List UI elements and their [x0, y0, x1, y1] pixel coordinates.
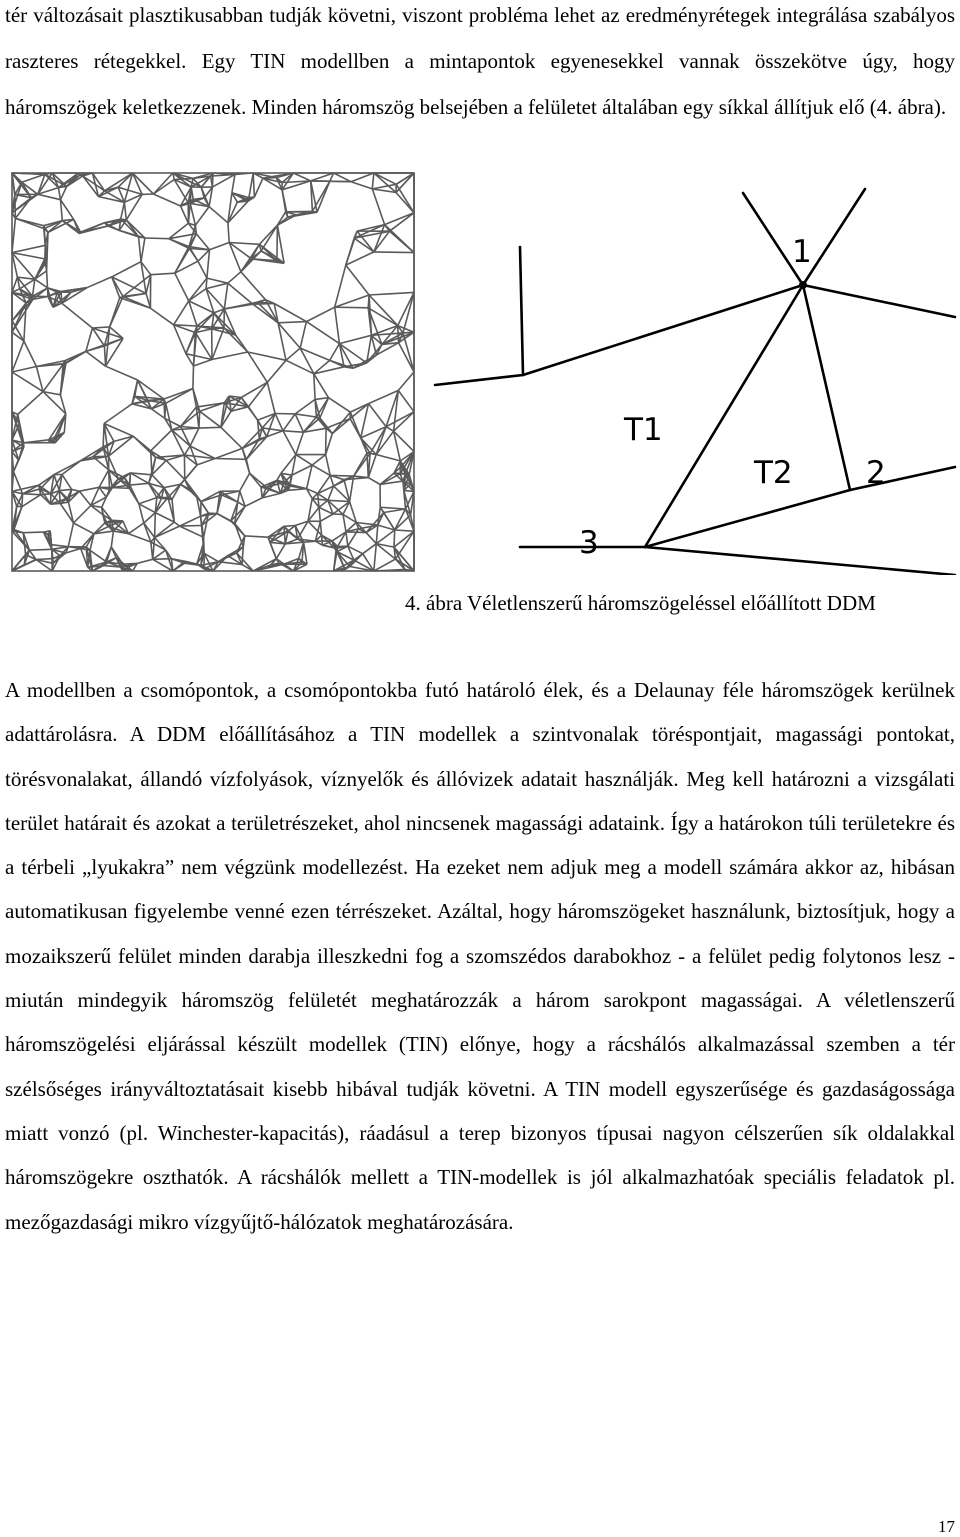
tin-edge — [139, 498, 157, 504]
tin-edge — [61, 186, 67, 199]
tin-edge — [385, 225, 414, 253]
tin-edge — [262, 428, 283, 431]
tin-edge — [288, 489, 306, 491]
tin-edge — [12, 341, 24, 372]
tin-edge — [277, 473, 281, 480]
tin-edge — [346, 532, 348, 546]
tin-edge — [181, 206, 189, 223]
tin-edge — [99, 470, 109, 487]
tin-edge — [18, 392, 43, 415]
tin-edge — [72, 489, 80, 491]
tin-edge — [151, 409, 164, 419]
tin-edge — [43, 364, 63, 392]
boundary-line — [435, 247, 523, 385]
tin-edge — [238, 491, 240, 502]
tin-edge — [300, 348, 330, 360]
tin-edge — [22, 495, 41, 507]
tin-edge — [372, 189, 384, 225]
tin-edge — [240, 473, 250, 491]
tin-edge — [372, 173, 374, 189]
triangle-label-t1: T1 — [624, 412, 663, 448]
intro-paragraph: tér változásait plasztikusabban tudják követni, viszont probléma lehet az eredményrétegek integrálása szabályos raszteres rétegekkel. Egy TIN modellben a mintapontok egyenesekkel vannak összekötve úgy, hogy háromszögek keletkezzenek. Minden háromszög belsejében a felületet általában egy síkkal állítjuk elő (4. ábra). — [5, 3, 955, 119]
tin-edge — [376, 455, 400, 461]
tin-edge — [181, 480, 185, 485]
edge-1-left — [523, 285, 803, 375]
tin-edge — [261, 487, 262, 498]
point-label-3: 3 — [579, 525, 599, 561]
tin-edge — [328, 500, 350, 501]
tin-edge — [270, 542, 276, 558]
tin-edge — [376, 525, 378, 544]
tin-edge — [86, 328, 93, 351]
tin-edge — [339, 335, 371, 343]
tin-edge — [212, 352, 248, 360]
tin-edge — [228, 272, 241, 283]
tin-edge — [184, 446, 190, 455]
tin-edge — [284, 526, 295, 527]
tin-edge — [295, 399, 315, 414]
tin-edge — [166, 389, 193, 404]
tin-edge — [193, 366, 194, 389]
tin-edge — [29, 549, 51, 550]
tin-edge — [351, 173, 374, 182]
tin-edge — [350, 419, 361, 438]
tin-edge — [245, 536, 268, 537]
tin-edge — [74, 506, 91, 524]
tin-edge — [12, 245, 45, 252]
tin-edge — [286, 348, 300, 360]
tin-edge — [198, 261, 207, 278]
tin-edge — [62, 303, 93, 328]
tin-edge — [33, 288, 48, 296]
tin-edge — [241, 398, 257, 421]
tin-edge — [172, 430, 185, 455]
tin-edge — [396, 184, 414, 213]
tin-edge — [79, 491, 90, 505]
tin-edge — [74, 523, 94, 534]
tin-edge — [241, 382, 267, 397]
tin-edge — [151, 273, 175, 275]
tin-edge — [133, 436, 155, 457]
tin-edge — [24, 341, 37, 366]
tin-edge — [224, 328, 248, 352]
tin-edge — [144, 523, 155, 538]
tin-edge — [189, 249, 198, 262]
tin-edge — [180, 516, 201, 526]
tin-edge — [221, 427, 242, 448]
tin-edge — [369, 292, 414, 295]
tin-edge — [374, 544, 377, 571]
tin-edge — [132, 380, 138, 404]
tin-edge — [398, 372, 414, 390]
tin-edge — [151, 430, 172, 451]
tin-edge — [334, 173, 351, 182]
tin-edge — [314, 374, 329, 398]
point-label-2: 2 — [866, 455, 886, 491]
tin-edge — [366, 513, 384, 533]
tin-edge — [400, 474, 409, 475]
tin-edge — [335, 295, 369, 307]
tin-edge — [307, 465, 313, 489]
tin-edge — [172, 430, 190, 446]
tin-edge — [242, 547, 243, 565]
tin-edge — [312, 494, 318, 499]
tin-edge — [206, 283, 228, 288]
tin-edge — [200, 411, 221, 427]
tin-edge — [346, 532, 366, 533]
tin-edge — [369, 404, 387, 427]
tin-frame — [12, 173, 414, 571]
tin-edge — [245, 498, 262, 506]
tin-edge — [385, 213, 414, 225]
edge-1-2 — [803, 285, 850, 490]
tin-edge — [153, 173, 172, 194]
tin-edge — [319, 500, 328, 507]
tin-edge — [267, 382, 275, 413]
tin-edge — [275, 414, 283, 431]
figure-caption: 4. ábra Véletlenszerű háromszögeléssel előállított DDM — [405, 591, 876, 615]
tin-edge — [180, 526, 202, 527]
tin-edge — [319, 507, 320, 521]
tin-edge — [199, 427, 221, 428]
tin-edge — [12, 550, 29, 571]
tin-edge — [249, 382, 268, 406]
tin-edge — [376, 431, 393, 454]
tin-edge — [398, 390, 414, 411]
tin-edge — [312, 455, 326, 466]
tin-edge — [62, 475, 72, 490]
tin-edge — [354, 453, 367, 476]
edge-1-upright — [803, 189, 865, 285]
edge-3-right-low — [645, 547, 955, 575]
tin-edge — [372, 184, 396, 189]
tin-edge — [141, 238, 145, 262]
tin-edge — [38, 194, 61, 199]
tin-edge — [17, 277, 34, 279]
tin-edge — [155, 538, 166, 551]
tin-edge — [15, 195, 16, 219]
tin-edge — [86, 351, 106, 366]
tin-edge — [124, 202, 126, 220]
body-paragraph: A modellben a csomópontok, a csomópontokba futó határoló élek, és a Delaunay féle háromszögek kerülnek adattárolásra. A DDM előállításához a TIN modellek a szintvonalak töréspontjait, magassági pontokat, törésvonalakat, állandó vízfolyások, víznyelők és állóvizek adatait használják. Meg kell határozni a vizsgálati terület határait és azokat a területrészeket, ahol nincsenek magassági adataink. Így a határokon túli területekre és a térbeli „lyukakra” nem végzünk modellezést. Ha ezeket nem adjuk meg a modell számára akkor az, hibásan automatikusan figyelembe venné ezen térrészeket. Azáltal, hogy háromszögeket használunk, biztosítjuk, hogy a mozaikszerű felület minden darabja illeszkedni fog a szomszédos darabokhoz - a felület pedig folytonos lesz - miután mindegyik háromszög felületét meghatározzák a három sarokpont magasságai. A véletlenszerű háromszögelési eljárással készült modellek (TIN) előnye, hogy a rácshálós alkalmazással szemben a tér szélsőséges irányváltoztatásait kisebb hibával tudják követni. A TIN modell egyszerűsége és gazdaságossága miatt vonzó (pl. Winchester-kapacitás), ráadásul a terep bizonyos típusai nagyon célszerűen sík oldalakkal háromszögekre oszthatók. A rácshálók mellett a TIN-modellek is jól alkalmazhatóak speciális feladatok pl. mezőgazdasági mikro vízgyűjtő-hálózatok meghatározására. — [5, 678, 955, 1234]
tin-edge — [198, 250, 210, 261]
tin-edge — [277, 225, 278, 261]
tin-edge — [169, 239, 190, 249]
tin-edge — [207, 278, 228, 283]
tin-edge — [206, 278, 207, 289]
tin-edge — [109, 470, 110, 489]
tin-edge — [228, 223, 229, 243]
tin-edge — [155, 513, 156, 538]
tin-edge — [41, 494, 51, 495]
tin-edge — [386, 427, 394, 432]
tin-edge — [59, 489, 71, 490]
edge-2-3 — [645, 490, 850, 547]
tin-edge — [210, 243, 230, 250]
tin-edge — [68, 523, 73, 547]
tin-edge — [248, 352, 268, 382]
tin-edge — [58, 188, 60, 200]
tin-edge — [374, 252, 414, 253]
edge-1-3 — [645, 285, 803, 547]
tin-edge — [224, 302, 257, 309]
tin-edge — [173, 563, 185, 571]
tin-edge — [395, 530, 414, 531]
tin-edge — [190, 203, 195, 225]
tin-edge — [145, 238, 169, 239]
tin-edge — [123, 297, 150, 309]
tin-edge — [354, 476, 369, 478]
tin-edge — [267, 360, 286, 382]
tin-edge — [129, 523, 144, 534]
tin-edge — [311, 181, 351, 182]
tin-edge — [204, 537, 205, 553]
tin-edge — [396, 531, 415, 559]
tin-edge — [15, 218, 44, 228]
tin-edge — [92, 327, 109, 328]
tin-edge — [209, 207, 228, 223]
tin-edge — [295, 414, 303, 432]
tin-edge — [174, 522, 179, 526]
tin-edge — [175, 273, 189, 301]
tin-edge — [292, 465, 312, 475]
tin-edge — [112, 488, 129, 489]
tin-edge — [335, 307, 340, 343]
tin-edge — [130, 483, 149, 485]
tin-edge — [33, 279, 35, 296]
tin-edge — [195, 207, 209, 226]
tin-edge — [271, 564, 284, 565]
tin-edge — [335, 265, 346, 307]
tin-edge — [394, 530, 395, 547]
tin-edge — [112, 262, 141, 277]
tin-edge — [190, 428, 199, 446]
tin-edge — [228, 547, 244, 556]
tin-edge — [153, 194, 180, 206]
tin-edge — [249, 173, 253, 198]
tin-edge — [215, 459, 246, 460]
tin-edge — [79, 487, 99, 491]
tin-edge — [277, 225, 284, 263]
tin-edge — [22, 174, 45, 182]
tin-edge — [335, 307, 369, 308]
tin-edge — [343, 514, 346, 532]
tin-edge — [153, 538, 155, 560]
tin-edge — [150, 308, 173, 325]
tin-edge — [197, 459, 215, 465]
tin-edge — [315, 398, 328, 400]
tin-edge — [164, 399, 165, 418]
tin-edge — [283, 431, 303, 432]
tin-edge — [130, 485, 139, 504]
tin-edge — [12, 367, 36, 373]
tin-edge — [274, 304, 306, 322]
triangle-diagram — [425, 185, 960, 575]
tin-edge — [111, 531, 113, 547]
tin-edge — [51, 545, 68, 547]
tin-edge — [380, 507, 405, 509]
tin-edge — [332, 419, 350, 434]
tin-edge — [106, 366, 138, 380]
tin-edge — [395, 509, 406, 530]
tin-edge — [199, 411, 200, 428]
tin-edge — [254, 178, 263, 197]
tin-edge — [312, 181, 329, 211]
tin-edge — [194, 360, 213, 367]
tin-edge — [295, 414, 316, 417]
tin-edge — [363, 544, 377, 554]
tin-edge — [90, 550, 107, 562]
tin-edge — [306, 322, 339, 344]
tin-edge — [110, 297, 123, 327]
tin-edge — [326, 428, 327, 454]
tin-edge — [278, 322, 306, 323]
tin-edge — [207, 250, 210, 278]
tin-edge — [217, 514, 231, 521]
tin-edge — [283, 431, 296, 455]
tin-edge — [241, 272, 266, 300]
tin-edge — [133, 173, 154, 194]
tin-edge — [314, 374, 315, 400]
tin-edge — [144, 513, 156, 523]
tin-edge — [248, 352, 286, 360]
tin-edge — [320, 514, 333, 521]
tin-edge — [215, 448, 242, 458]
tin-edge — [212, 173, 213, 187]
tin-edge — [153, 550, 166, 559]
tin-edge — [47, 271, 48, 288]
tin-edge — [346, 265, 369, 295]
tin-edge — [23, 532, 43, 533]
tin-edge — [296, 432, 304, 454]
tin-mesh-figure — [8, 170, 418, 575]
tin-edge — [139, 237, 141, 262]
tin-edge — [54, 461, 80, 475]
tin-edge — [35, 279, 48, 288]
tin-edge — [229, 243, 259, 245]
tin-edge — [174, 301, 189, 325]
point-label-1: 1 — [792, 234, 812, 270]
tin-edge — [212, 328, 224, 360]
tin-edge — [104, 404, 132, 424]
tin-edge — [316, 417, 332, 434]
tin-edge — [296, 455, 312, 466]
tin-edge — [403, 333, 414, 372]
tin-edge — [276, 544, 285, 559]
tin-edge — [329, 398, 351, 412]
tin-edge — [180, 526, 204, 537]
tin-edge — [398, 326, 399, 343]
tin-edge — [376, 530, 394, 544]
edge-1-right — [803, 285, 955, 317]
tin-edge — [232, 174, 235, 192]
tin-edge — [63, 351, 86, 364]
tin-edge — [306, 307, 334, 321]
tin-edge — [195, 333, 212, 360]
tin-edge — [224, 283, 228, 309]
tin-edge — [368, 478, 380, 485]
page-number: 17 — [938, 1517, 955, 1536]
tin-edge — [228, 283, 253, 304]
tin-edge — [87, 277, 112, 288]
tin-edge — [137, 559, 153, 563]
tin-edge — [374, 559, 396, 571]
tin-edge — [23, 494, 41, 495]
node-1-marker — [799, 281, 807, 289]
tin-edge — [366, 533, 376, 544]
triangle-label-t2: T2 — [754, 455, 793, 491]
tin-edge — [166, 460, 185, 479]
tin-edge — [394, 531, 414, 547]
tin-edge — [121, 202, 125, 219]
tin-edge — [330, 344, 340, 361]
tin-edge — [300, 322, 306, 349]
tin-edge — [293, 173, 310, 181]
tin-edge — [283, 414, 295, 431]
tin-edge — [330, 475, 353, 476]
tin-edge — [351, 182, 372, 189]
